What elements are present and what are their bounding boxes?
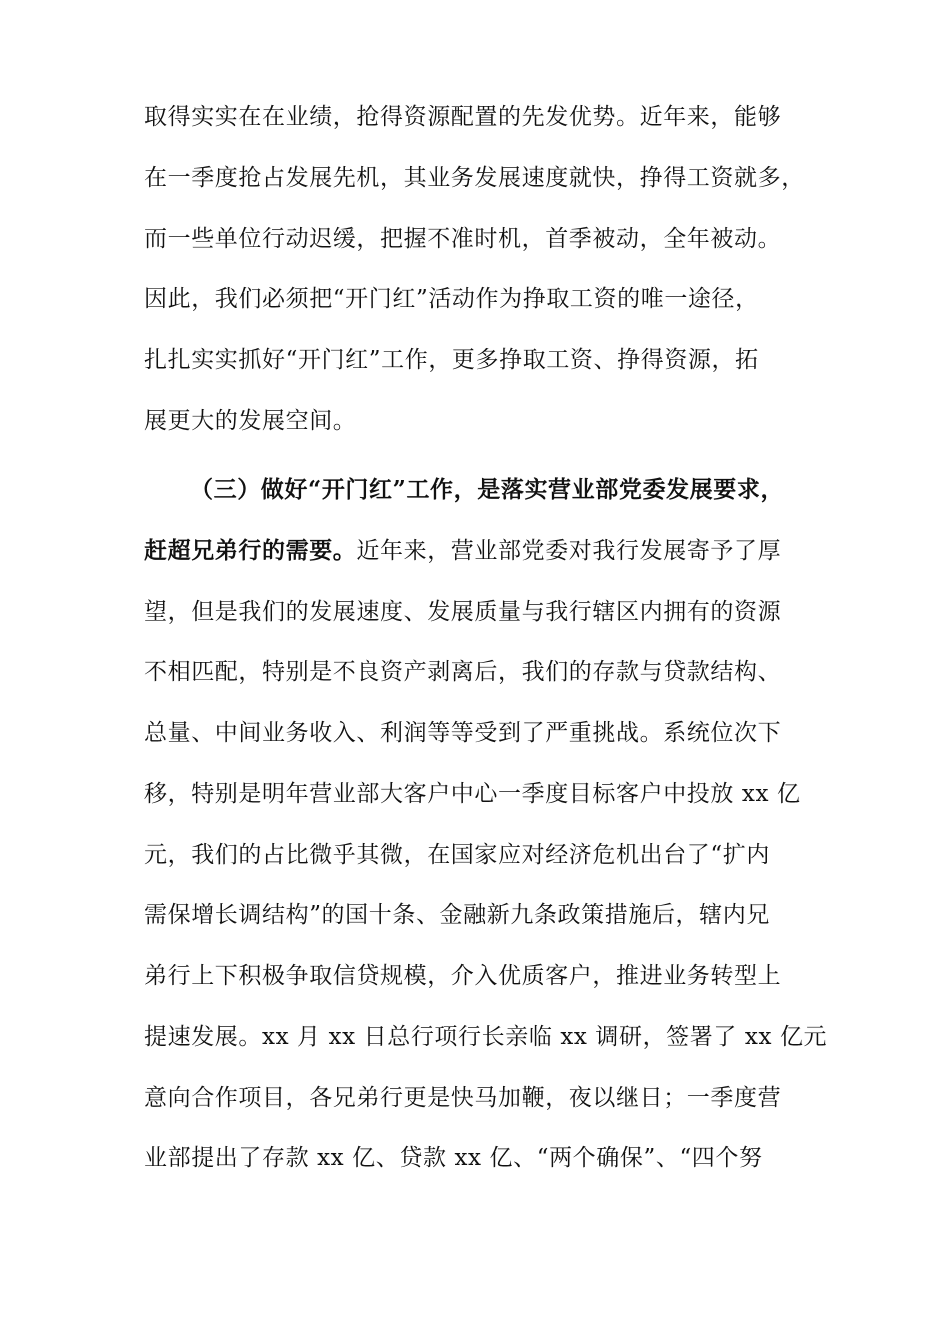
text-line: 望，但是我们的发展速度、发展质量与我行辖区内拥有的资源	[144, 599, 782, 625]
text-line: 意向合作项目，各兄弟行更是快马加鞭，夜以继日；一季度营	[144, 1085, 782, 1111]
text-line: 因此，我们必须把“开门红”活动作为挣取工资的唯一途径，	[144, 286, 759, 312]
text-line: 扎扎实实抓好“开门红”工作，更多挣取工资、挣得资源，拓	[144, 347, 759, 373]
text-run: 近年来，营业部党委对我行发展寄予了厚	[356, 538, 782, 564]
text-line: 弟行上下积极争取信贷规模，介入优质客户，推进业务转型上	[144, 963, 782, 989]
text-line: 展更大的发展空间。	[144, 408, 357, 434]
text-line: 移，特别是明年营业部大客户中心一季度目标客户中投放 xx 亿	[144, 781, 801, 807]
text-line: 业部提出了存款 xx 亿、贷款 xx 亿、“两个确保”、“四个努	[144, 1145, 763, 1171]
text-line: 需保增长调结构”的国十条、金融新九条政策措施后，辖内兄	[144, 902, 770, 928]
text-line	[144, 531, 781, 571]
text-line: 不相匹配，特别是不良资产剥离后，我们的存款与贷款结构、	[144, 659, 782, 685]
text-line: 在一季度抢占发展先机，其业务发展速度就快，挣得工资就多，	[144, 165, 805, 191]
section-heading-end: 赶超兄弟行的需要。	[144, 537, 357, 564]
text-line: 提速发展。xx 月 xx 日总行项行长亲临 xx 调研，签署了 xx 亿元	[144, 1024, 828, 1050]
text-line: 元，我们的占比微乎其微，在国家应对经济危机出台了“扩内	[144, 842, 770, 868]
text-line: 而一些单位行动迟缓，把握不准时机，首季被动，全年被动。	[144, 226, 782, 252]
text-line: 取得实实在在业绩，抢得资源配置的先发优势。近年来，能够	[144, 104, 782, 130]
section-heading: （三）做好“开门红”工作，是落实营业部党委发展要求，	[190, 476, 785, 503]
text-line: 总量、中间业务收入、利润等等受到了严重挑战。系统位次下	[144, 720, 782, 746]
